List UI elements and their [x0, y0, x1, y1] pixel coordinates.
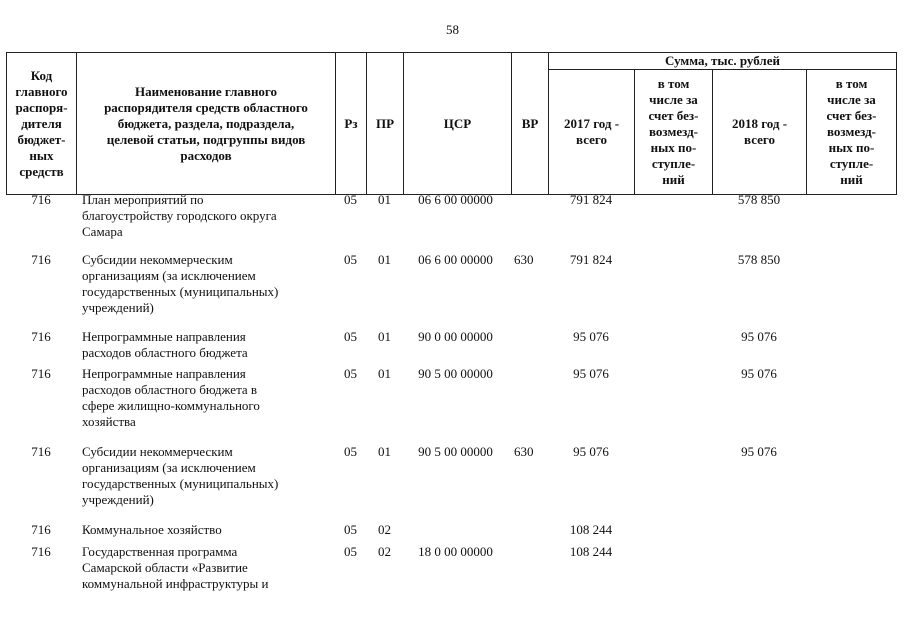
cell-name: План мероприятий по благоустройству городского округа Самара — [82, 192, 277, 239]
cell-sum-2017-free — [634, 366, 712, 444]
cell-sum-2017-free — [634, 192, 712, 252]
cell-sum-2018-free — [806, 522, 896, 544]
cell-code: 716 — [31, 192, 51, 207]
header-2018-total: 2018 год - всего — [713, 70, 807, 195]
header-code: Код главного распоря- дителя бюджет- ных средств — [7, 53, 77, 195]
cell-vr — [511, 544, 548, 600]
cell-name: Субсидии некоммерческим организациям (за исключением государственных (муниципальных) учреждений) — [82, 252, 279, 315]
table-row — [6, 366, 896, 444]
cell-pr: 01 — [378, 366, 391, 381]
cell-vr — [511, 522, 548, 544]
cell-pr: 01 — [378, 252, 391, 267]
cell-sum-2017-free — [634, 522, 712, 544]
cell-vr — [511, 366, 548, 444]
table-row — [6, 522, 896, 544]
cell-rz: 05 — [344, 366, 357, 381]
cell-sum-2017: 791 824 — [569, 252, 613, 267]
header-2017-total: 2017 год - всего — [549, 70, 635, 195]
cell-code: 716 — [31, 544, 51, 559]
table-header — [6, 52, 897, 195]
header-2018-free: в том числе за счет без- возмезд- ных по- ступле- ний — [807, 70, 897, 195]
cell-sum-2018-free — [806, 444, 896, 522]
page-number: 58 — [446, 22, 459, 37]
table-row — [6, 192, 896, 252]
header-sum-title: Сумма, тыс. рублей — [549, 53, 897, 70]
header-csr: ЦСР — [404, 53, 512, 195]
cell-vr: 630 — [514, 252, 534, 267]
cell-csr: 18 0 00 00000 — [418, 544, 493, 559]
cell-csr: 90 5 00 00000 — [418, 366, 493, 381]
cell-code: 716 — [31, 444, 51, 459]
table-row — [6, 444, 896, 522]
cell-vr — [511, 329, 548, 366]
cell-csr: 90 5 00 00000 — [418, 444, 493, 459]
cell-sum-2017: 95 076 — [573, 329, 609, 344]
cell-sum-2018: 95 076 — [741, 329, 777, 344]
table-row — [6, 544, 896, 600]
cell-sum-2018: 95 076 — [741, 366, 777, 381]
header-2017-free: в том числе за счет без- возмезд- ных по- ступле- ний — [635, 70, 713, 195]
cell-csr: 90 0 00 00000 — [418, 329, 493, 344]
cell-csr — [403, 522, 511, 544]
cell-vr: 630 — [514, 444, 534, 459]
header-vr: ВР — [512, 53, 549, 195]
cell-pr: 01 — [378, 192, 391, 207]
cell-code: 716 — [31, 522, 51, 537]
cell-rz: 05 — [344, 522, 357, 537]
cell-pr: 01 — [378, 444, 391, 459]
cell-rz: 05 — [344, 252, 357, 267]
cell-name: Коммунальное хозяйство — [82, 522, 222, 537]
cell-sum-2017: 108 244 — [569, 544, 613, 559]
table-row — [6, 252, 896, 329]
cell-code: 716 — [31, 252, 51, 267]
cell-sum-2018-free — [806, 366, 896, 444]
cell-pr: 02 — [378, 544, 391, 559]
cell-code: 716 — [31, 329, 51, 344]
header-pr: ПР — [367, 53, 404, 195]
cell-name: Непрограммные направления расходов областного бюджета — [82, 329, 248, 360]
cell-sum-2018: 578 850 — [737, 252, 781, 267]
cell-sum-2017: 95 076 — [573, 366, 609, 381]
cell-name: Субсидии некоммерческим организациям (за исключением государственных (муниципальных) учреждений) — [82, 444, 279, 507]
header-rz: Рз — [336, 53, 367, 195]
cell-pr: 02 — [378, 522, 391, 537]
cell-sum-2017-free — [634, 252, 712, 329]
cell-sum-2018: 578 850 — [737, 192, 781, 207]
cell-sum-2018-free — [806, 329, 896, 366]
cell-sum-2017: 791 824 — [569, 192, 613, 207]
cell-sum-2018-free — [806, 192, 896, 252]
cell-rz: 05 — [344, 329, 357, 344]
cell-sum-2017-free — [634, 444, 712, 522]
header-name: Наименование главного распорядителя средств областного бюджета, раздела, подраздела, целевой статьи, подгруппы видов расходов — [77, 53, 336, 195]
cell-sum-2018-free — [806, 544, 896, 600]
cell-sum-2017: 95 076 — [573, 444, 609, 459]
cell-rz: 05 — [344, 444, 357, 459]
cell-pr: 01 — [378, 329, 391, 344]
table-body — [6, 192, 896, 600]
cell-csr: 06 6 00 00000 — [418, 192, 493, 207]
cell-sum-2018: 95 076 — [741, 444, 777, 459]
cell-csr: 06 6 00 00000 — [418, 252, 493, 267]
cell-name: Государственная программа Самарской области «Развитие коммунальной инфраструктуры и — [82, 544, 269, 591]
cell-sum-2018 — [712, 522, 806, 544]
cell-rz: 05 — [344, 192, 357, 207]
cell-sum-2018-free — [806, 252, 896, 329]
cell-sum-2017-free — [634, 329, 712, 366]
table-row — [6, 329, 896, 366]
cell-sum-2017-free — [634, 544, 712, 600]
cell-sum-2017: 108 244 — [569, 522, 613, 537]
cell-rz: 05 — [344, 544, 357, 559]
cell-name: Непрограммные направления расходов областного бюджета в сфере жилищно-коммунального хозяйства — [82, 366, 260, 429]
cell-sum-2018 — [712, 544, 806, 600]
cell-vr — [511, 192, 548, 252]
cell-code: 716 — [31, 366, 51, 381]
